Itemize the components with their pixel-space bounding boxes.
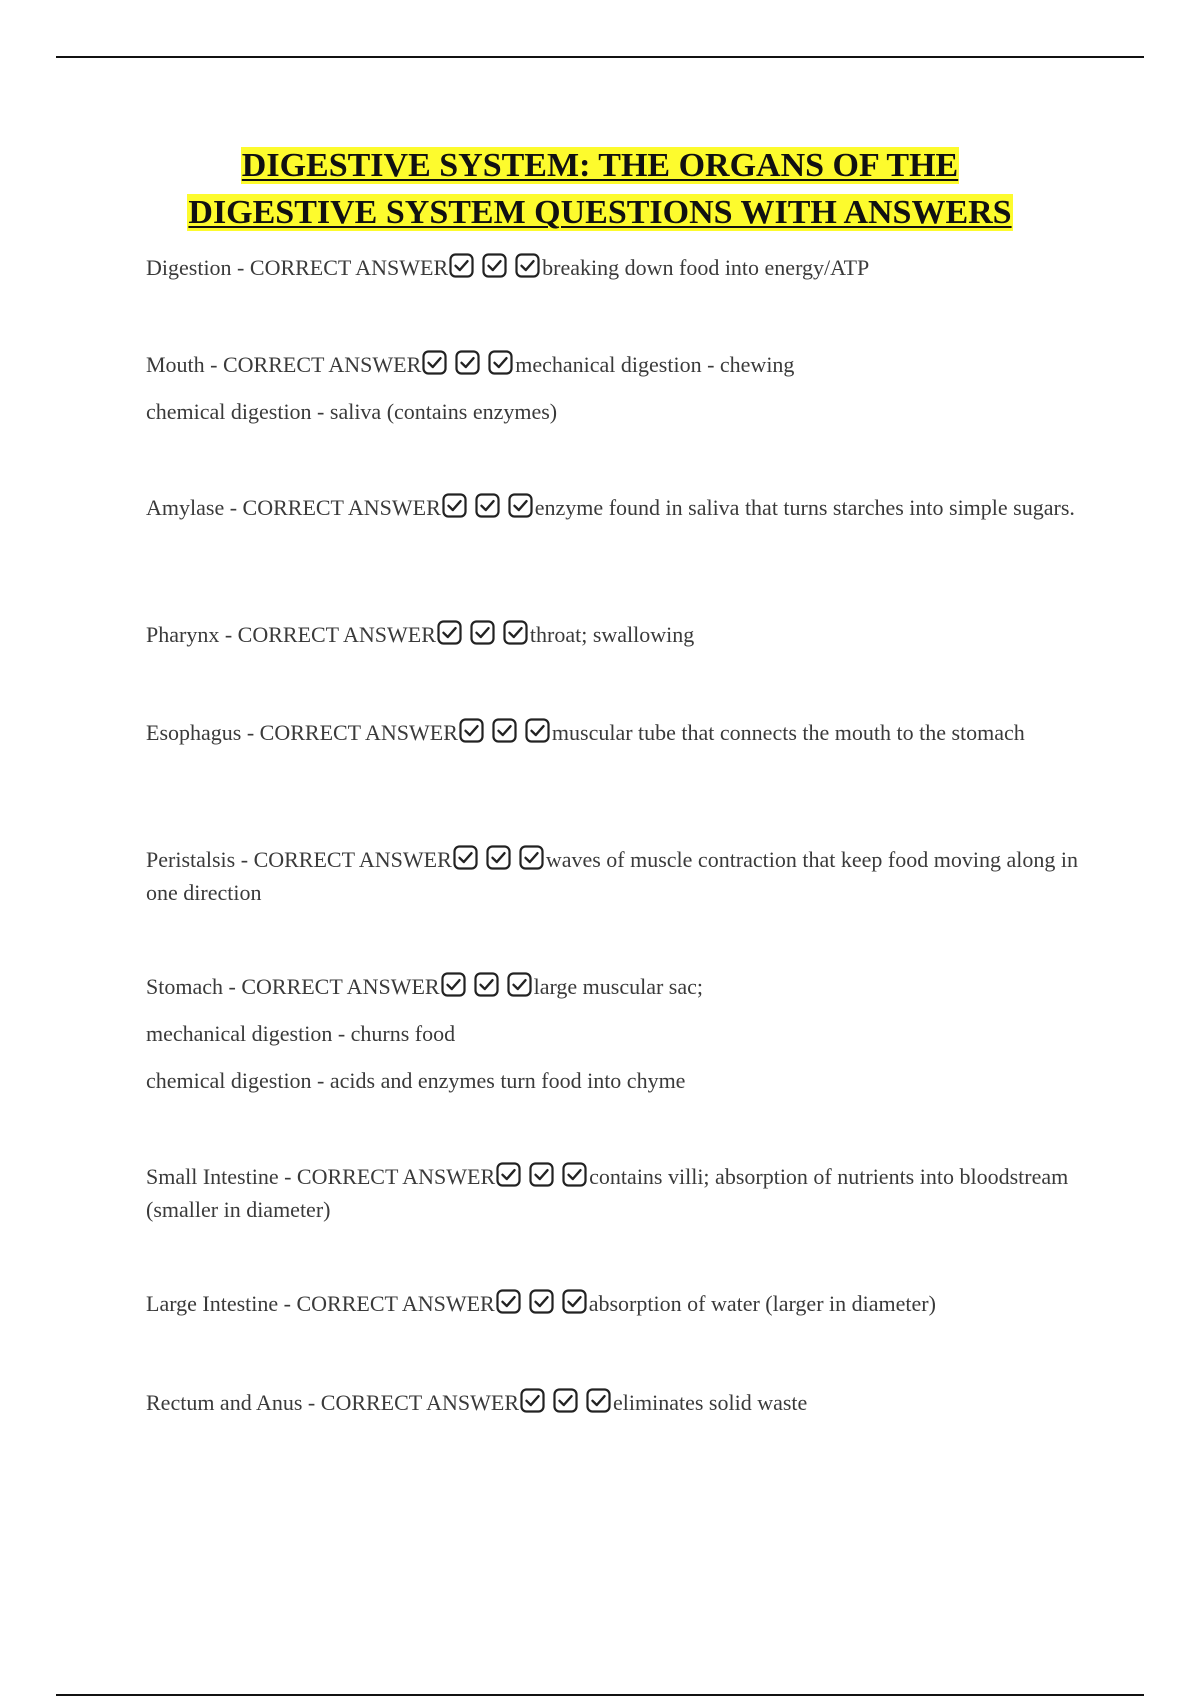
qa-entry (146, 618, 1096, 651)
checkbox-checked-icon (586, 1388, 611, 1413)
checkbox-checked-icon (449, 253, 474, 278)
checkbox-checked-icon (459, 718, 484, 743)
check-icons (437, 620, 528, 645)
answer-marker: CORRECT ANSWER (320, 1390, 520, 1415)
qa-first-line (146, 491, 1096, 524)
qa-entry (146, 1160, 1096, 1226)
check-icons (496, 1289, 587, 1314)
qa-entry (146, 1287, 1096, 1320)
qa-term: Stomach - (146, 974, 242, 999)
checkbox-checked-icon (437, 620, 462, 645)
qa-entry (146, 970, 1096, 1097)
check-icons (459, 718, 550, 743)
qa-answer: breaking down food into energy/ATP (542, 255, 870, 280)
check-icons (449, 253, 540, 278)
checkbox-checked-icon (529, 1162, 554, 1187)
checkbox-checked-icon (492, 718, 517, 743)
qa-first-line (146, 348, 1096, 381)
qa-answer: muscular tube that connects the mouth to the stomach (551, 720, 1025, 745)
qa-term: Large Intestine - (146, 1291, 297, 1316)
checkbox-checked-icon (525, 718, 550, 743)
answer-marker: CORRECT ANSWER (253, 847, 452, 872)
checkbox-checked-icon (503, 620, 528, 645)
qa-entry (146, 1386, 1096, 1419)
qa-term: Pharynx - (146, 622, 238, 647)
qa-term: Rectum and Anus - (146, 1390, 321, 1415)
qa-term: Esophagus - (146, 720, 260, 745)
qa-answer: large muscular sac; (533, 974, 703, 999)
qa-entry (146, 843, 1096, 909)
checkbox-checked-icon (508, 493, 533, 518)
check-icons (496, 1162, 587, 1187)
answer-marker: CORRECT ANSWER (296, 1291, 495, 1316)
checkbox-checked-icon (474, 972, 499, 997)
check-icons (422, 350, 513, 375)
qa-first-line (146, 1287, 1096, 1320)
title-line-2: DIGESTIVE SYSTEM QUESTIONS WITH ANSWERS (188, 194, 1012, 231)
qa-extra-line: chemical digestion - acids and enzymes turn food into chyme (146, 1068, 686, 1093)
qa-first-line (146, 251, 1096, 284)
qa-entry (146, 716, 1096, 749)
qa-extra-line: mechanical digestion - churns food (146, 1021, 456, 1046)
qa-answer: eliminates solid waste (613, 1390, 808, 1415)
answer-marker: CORRECT ANSWER (241, 974, 440, 999)
answer-marker: CORRECT ANSWER (296, 1164, 496, 1189)
checkbox-checked-icon (486, 845, 511, 870)
qa-term: Peristalsis - (146, 847, 254, 872)
qa-answer: contains villi; absorption of nutrients into bloodstream (smaller in diameter) (146, 1164, 1069, 1222)
answer-marker: CORRECT ANSWER (249, 255, 449, 280)
qa-first-line (146, 1386, 1096, 1419)
qa-first-line (146, 618, 1096, 651)
title-line-1: DIGESTIVE SYSTEM: THE ORGANS OF THE (241, 147, 959, 184)
checkbox-checked-icon (442, 493, 467, 518)
check-icons (442, 493, 533, 518)
qa-first-line (146, 843, 1096, 909)
checkbox-checked-icon (520, 1388, 545, 1413)
checkbox-checked-icon (496, 1162, 521, 1187)
qa-answer: mechanical digestion - chewing (515, 352, 795, 377)
checkbox-checked-icon (475, 493, 500, 518)
qa-answer: waves of muscle contraction that keep food moving along in one direction (146, 847, 1078, 905)
qa-answer: throat; swallowing (529, 622, 695, 647)
qa-entry (146, 348, 1096, 428)
answer-marker: CORRECT ANSWER (242, 495, 441, 520)
checkbox-checked-icon (562, 1162, 587, 1187)
document-title (60, 142, 1140, 236)
qa-answer: enzyme found in saliva that turns starches into simple sugars. (534, 495, 1075, 520)
qa-term: Small Intestine - (146, 1164, 297, 1189)
checkbox-checked-icon (441, 972, 466, 997)
answer-marker: CORRECT ANSWER (223, 352, 422, 377)
qa-answer: absorption of water (larger in diameter) (588, 1291, 936, 1316)
qa-term: Mouth - (146, 352, 223, 377)
checkbox-checked-icon (496, 1289, 521, 1314)
checkbox-checked-icon (453, 845, 478, 870)
qa-entry (146, 251, 1096, 284)
check-icons (520, 1388, 611, 1413)
qa-first-line (146, 970, 1096, 1003)
qa-first-line (146, 716, 1096, 749)
bottom-rule (56, 1694, 1144, 1696)
checkbox-checked-icon (519, 845, 544, 870)
answer-marker: CORRECT ANSWER (259, 720, 458, 745)
qa-term: Digestion - (146, 255, 250, 280)
checkbox-checked-icon (422, 350, 447, 375)
checkbox-checked-icon (488, 350, 513, 375)
check-icons (453, 845, 544, 870)
qa-term: Amylase - (146, 495, 243, 520)
checkbox-checked-icon (515, 253, 540, 278)
checkbox-checked-icon (455, 350, 480, 375)
qa-extra-line: chemical digestion - saliva (contains enzymes) (146, 399, 558, 424)
answer-marker: CORRECT ANSWER (237, 622, 436, 647)
top-rule (56, 56, 1144, 58)
checkbox-checked-icon (562, 1289, 587, 1314)
checkbox-checked-icon (529, 1289, 554, 1314)
qa-entry (146, 491, 1096, 524)
qa-first-line (146, 1160, 1096, 1226)
checkbox-checked-icon (470, 620, 495, 645)
checkbox-checked-icon (482, 253, 507, 278)
check-icons (441, 972, 532, 997)
checkbox-checked-icon (507, 972, 532, 997)
checkbox-checked-icon (553, 1388, 578, 1413)
